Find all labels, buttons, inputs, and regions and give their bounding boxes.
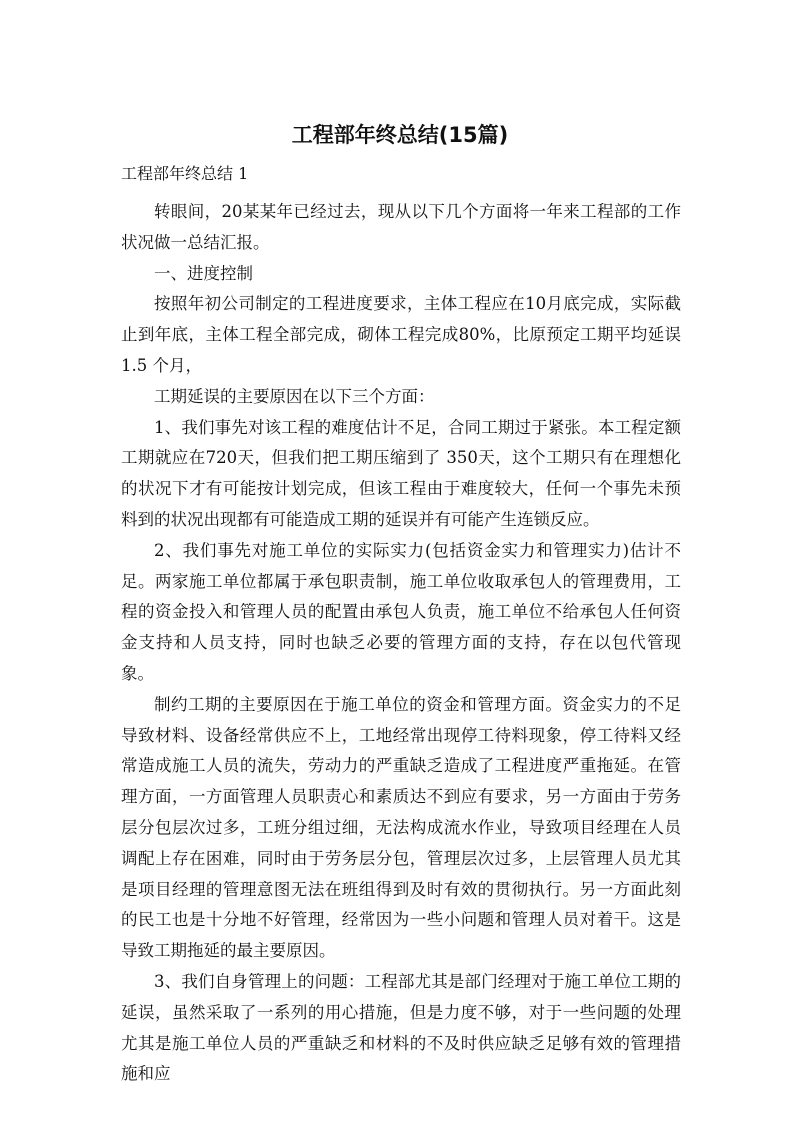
paragraph-intro: 转眼间，20某某年已经过去，现从以下几个方面将一年来工程部的工作状况做一总结汇报。: [121, 202, 681, 252]
document-body: [121, 197, 681, 1090]
paragraph-delay-reasons: 工期延误的主要原因在以下三个方面：: [154, 386, 435, 406]
section-heading: 工程部年终总结 1: [121, 164, 249, 183]
heading-progress-control: 一、进度控制: [154, 263, 253, 283]
paragraph-main-constraints: 制约工期的主要原因在于施工单位的资金和管理方面。资金实力的不足导致材料、设备经常供应不上，工地经常出现停工待料现象，停工待料又经常造成施工人员的流失，劳动力的严重缺乏造成了工程进度严重拖延。在管理方面，一方面管理人员职责心和素质达不到应有要求，另一方面由于劳务层分包层次过多，工班分组过细，无法构成流水作业，导致项目经理在人员调配上存在困难，同时由于劳务层分包，管理层次过多，上层管理人员尤其是项目经理的管理意图无法在班组得到及时有效的贯彻执行。另一方面此刻的民工也是十分地不好管理，经常因为一些小问题和管理人员对着干。这是导致工期拖延的最主要原因。: [121, 694, 681, 961]
paragraph-reason-2: 2、我们事先对施工单位的实际实力(包括资金实力和管理实力)估计不足。两家施工单位都属于承包职责制，施工单位收取承包人的管理费用，工程的资金投入和管理人员的配置由承包人负责，施工单位不给承包人任何资金支持和人员支持，同时也缺乏必要的管理方面的支持，存在以包代管现象。: [121, 540, 681, 683]
document-title: 工程部年终总结(15篇): [291, 123, 509, 147]
paragraph-reason-3: 3、我们自身管理上的问题：工程部尤其是部门经理对于施工单位工期的延误，虽然采取了一系列的用心措施，但是力度不够，对于一些问题的处理尤其是施工单位人员的严重缺乏和材料的不及时供应缺乏足够有效的管理措施和应: [121, 971, 681, 1084]
paragraph-progress: 按照年初公司制定的工程进度要求，主体工程应在10月底完成，实际截止到年底，主体工程全部完成，砌体工程完成80%，比原预定工期平均延误 1.5 个月，: [121, 294, 681, 375]
paragraph-reason-1: 1、我们事先对该工程的难度估计不足，合同工期过于紧张。本工程定额工期就应在720天，但我们把工期压缩到了 350天，这个工期只有在理想化的状况下才有可能按计划完成，但该工程由于难度较大，任何一个事先未预料到的状况出现都有可能造成工期的延误并有可能产生连锁反应。: [121, 417, 681, 529]
